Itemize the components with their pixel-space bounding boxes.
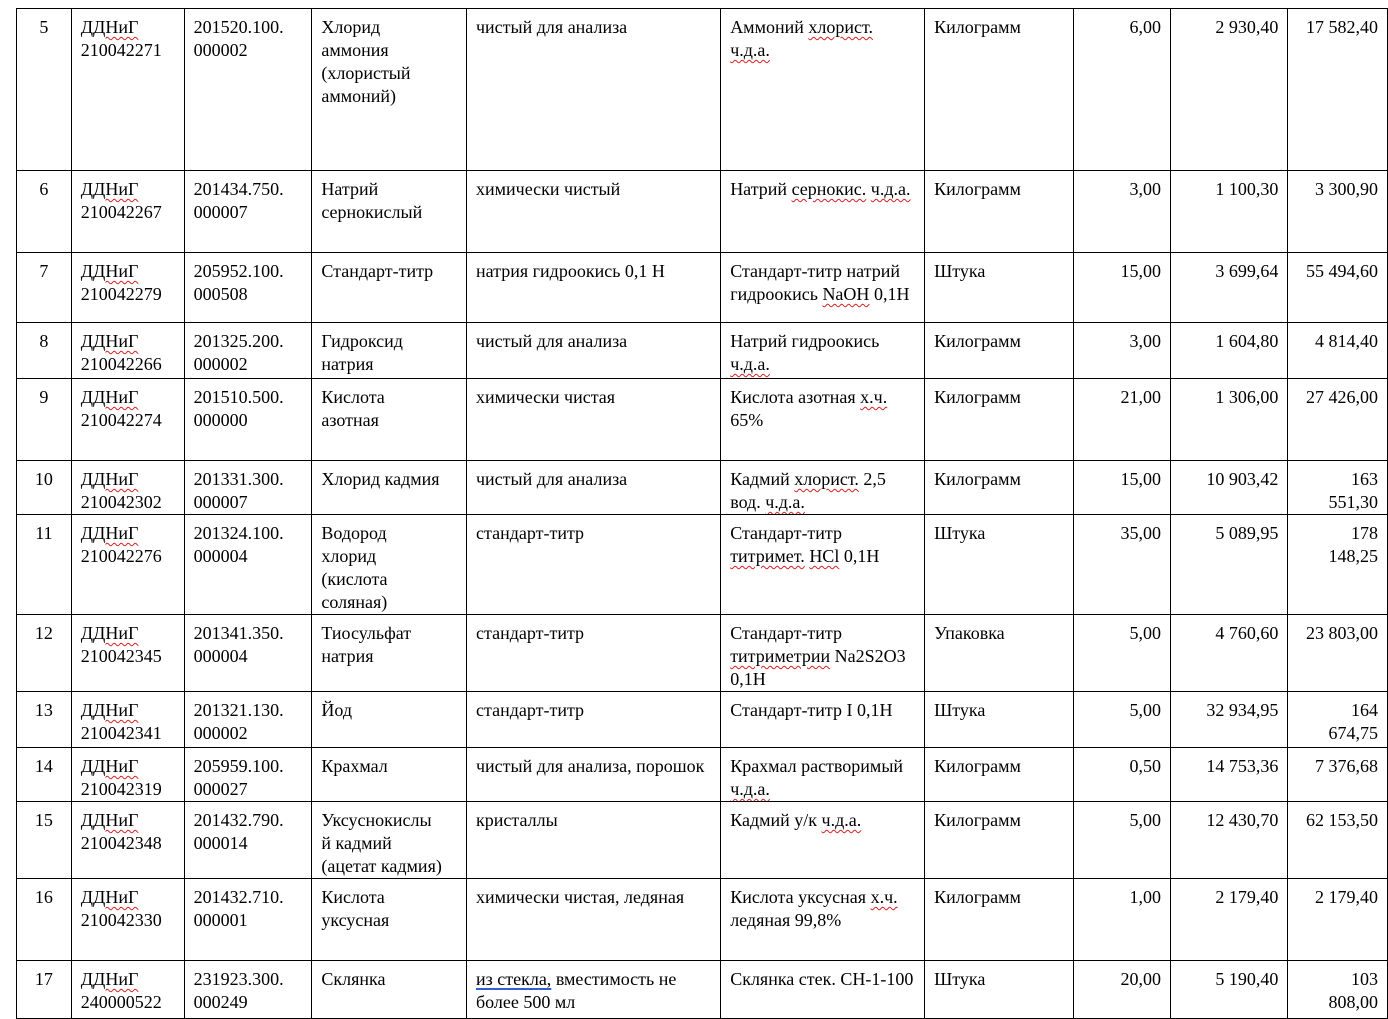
item-description: чистый для анализа, порошок — [467, 748, 721, 802]
unit: Килограмм — [925, 748, 1073, 802]
trade-name: Стандарт-титр титриметрии Na2S2O3 0,1Н — [721, 615, 925, 692]
item-description: из стекла, вместимость не более 500 мл — [467, 961, 721, 1019]
item-code: ДДНиГ 240000522 — [71, 961, 184, 1019]
table-row — [17, 748, 1388, 802]
unit: Упаковка — [925, 615, 1073, 692]
row-number: 16 — [17, 879, 72, 961]
quantity: 15,00 — [1073, 253, 1170, 323]
total-sum: 62 153,50 — [1288, 802, 1388, 879]
table-row — [17, 802, 1388, 879]
item-name: Йод — [312, 692, 467, 748]
item-description: натрия гидроокись 0,1 Н — [467, 253, 721, 323]
unit: Штука — [925, 961, 1073, 1019]
quantity: 3,00 — [1073, 323, 1170, 379]
trade-name: Кадмий хлорист. 2,5 вод. ч.д.а. — [721, 461, 925, 515]
total-sum: 178 148,25 — [1288, 515, 1388, 615]
table-row — [17, 461, 1388, 515]
unit-price: 3 699,64 — [1171, 253, 1288, 323]
trade-name: Натрий гидроокись ч.д.а. — [721, 323, 925, 379]
trade-name: Стандарт-титр натрий гидроокись NaOH 0,1Н — [721, 253, 925, 323]
trade-name: Стандарт-титр I 0,1Н — [721, 692, 925, 748]
table-body — [17, 9, 1388, 1019]
item-code: ДДНиГ 210042279 — [71, 253, 184, 323]
table-row — [17, 515, 1388, 615]
item-name: Хлорид кадмия — [312, 461, 467, 515]
item-name: Уксуснокислы й кадмий (ацетат кадмия) — [312, 802, 467, 879]
item-name: Крахмал — [312, 748, 467, 802]
total-sum: 164 674,75 — [1288, 692, 1388, 748]
trade-name: Натрий сернокис. ч.д.а. — [721, 171, 925, 253]
quantity: 20,00 — [1073, 961, 1170, 1019]
unit: Штука — [925, 253, 1073, 323]
row-number: 9 — [17, 379, 72, 461]
total-sum: 55 494,60 — [1288, 253, 1388, 323]
table-row — [17, 879, 1388, 961]
classifier-id: 205959.100. 000027 — [184, 748, 312, 802]
unit-price: 1 100,30 — [1171, 171, 1288, 253]
unit-price: 1 604,80 — [1171, 323, 1288, 379]
item-code: ДДНиГ 210042319 — [71, 748, 184, 802]
unit: Килограмм — [925, 879, 1073, 961]
classifier-id: 231923.300. 000249 — [184, 961, 312, 1019]
unit: Килограмм — [925, 802, 1073, 879]
items-table — [16, 8, 1388, 1019]
item-name: Стандарт-титр — [312, 253, 467, 323]
row-number: 6 — [17, 171, 72, 253]
item-description: стандарт-титр — [467, 515, 721, 615]
quantity: 3,00 — [1073, 171, 1170, 253]
row-number: 11 — [17, 515, 72, 615]
quantity: 1,00 — [1073, 879, 1170, 961]
table-row — [17, 171, 1388, 253]
item-description: кристаллы — [467, 802, 721, 879]
row-number: 13 — [17, 692, 72, 748]
unit-price: 1 306,00 — [1171, 379, 1288, 461]
item-description: чистый для анализа — [467, 9, 721, 171]
table-row — [17, 961, 1388, 1019]
total-sum: 163 551,30 — [1288, 461, 1388, 515]
unit-price: 2 179,40 — [1171, 879, 1288, 961]
unit: Килограмм — [925, 323, 1073, 379]
classifier-id: 201434.750. 000007 — [184, 171, 312, 253]
classifier-id: 201510.500. 000000 — [184, 379, 312, 461]
table-row — [17, 9, 1388, 171]
item-description: химически чистый — [467, 171, 721, 253]
item-code: ДДНиГ 210042266 — [71, 323, 184, 379]
trade-name: Стандарт-титр титримет. HCl 0,1Н — [721, 515, 925, 615]
table-row — [17, 615, 1388, 692]
item-code: ДДНиГ 210042348 — [71, 802, 184, 879]
trade-name: Кислота уксусная х.ч. ледяная 99,8% — [721, 879, 925, 961]
classifier-id: 201432.790. 000014 — [184, 802, 312, 879]
item-name: Кислота уксусная — [312, 879, 467, 961]
table-row — [17, 323, 1388, 379]
unit-price: 10 903,42 — [1171, 461, 1288, 515]
item-code: ДДНиГ 210042345 — [71, 615, 184, 692]
quantity: 35,00 — [1073, 515, 1170, 615]
trade-name: Крахмал растворимый ч.д.а. — [721, 748, 925, 802]
trade-name: Склянка стек. СН-1-100 — [721, 961, 925, 1019]
item-description: чистый для анализа — [467, 461, 721, 515]
unit-price: 14 753,36 — [1171, 748, 1288, 802]
total-sum: 27 426,00 — [1288, 379, 1388, 461]
total-sum: 17 582,40 — [1288, 9, 1388, 171]
unit-price: 32 934,95 — [1171, 692, 1288, 748]
row-number: 7 — [17, 253, 72, 323]
table-row — [17, 692, 1388, 748]
item-name: Водород хлорид (кислота соляная) — [312, 515, 467, 615]
item-name: Натрий сернокислый — [312, 171, 467, 253]
total-sum: 7 376,68 — [1288, 748, 1388, 802]
unit: Штука — [925, 692, 1073, 748]
table-row — [17, 253, 1388, 323]
total-sum: 103 808,00 — [1288, 961, 1388, 1019]
classifier-id: 201331.300. 000007 — [184, 461, 312, 515]
trade-name: Кадмий у/к ч.д.а. — [721, 802, 925, 879]
row-number: 8 — [17, 323, 72, 379]
unit: Килограмм — [925, 379, 1073, 461]
item-code: ДДНиГ 210042271 — [71, 9, 184, 171]
row-number: 10 — [17, 461, 72, 515]
unit: Килограмм — [925, 461, 1073, 515]
classifier-id: 201325.200. 000002 — [184, 323, 312, 379]
classifier-id: 201321.130. 000002 — [184, 692, 312, 748]
total-sum: 23 803,00 — [1288, 615, 1388, 692]
unit: Штука — [925, 515, 1073, 615]
row-number: 14 — [17, 748, 72, 802]
classifier-id: 201432.710. 000001 — [184, 879, 312, 961]
unit-price: 5 089,95 — [1171, 515, 1288, 615]
item-code: ДДНиГ 210042341 — [71, 692, 184, 748]
quantity: 5,00 — [1073, 802, 1170, 879]
item-name: Гидроксид натрия — [312, 323, 467, 379]
row-number: 5 — [17, 9, 72, 171]
quantity: 6,00 — [1073, 9, 1170, 171]
quantity: 5,00 — [1073, 692, 1170, 748]
item-description: чистый для анализа — [467, 323, 721, 379]
item-code: ДДНиГ 210042302 — [71, 461, 184, 515]
item-description: химически чистая — [467, 379, 721, 461]
quantity: 21,00 — [1073, 379, 1170, 461]
item-code: ДДНиГ 210042276 — [71, 515, 184, 615]
unit-price: 4 760,60 — [1171, 615, 1288, 692]
unit-price: 12 430,70 — [1171, 802, 1288, 879]
classifier-id: 205952.100. 000508 — [184, 253, 312, 323]
item-code: ДДНиГ 210042330 — [71, 879, 184, 961]
unit-price: 5 190,40 — [1171, 961, 1288, 1019]
total-sum: 3 300,90 — [1288, 171, 1388, 253]
quantity: 0,50 — [1073, 748, 1170, 802]
quantity: 5,00 — [1073, 615, 1170, 692]
row-number: 17 — [17, 961, 72, 1019]
quantity: 15,00 — [1073, 461, 1170, 515]
table-row — [17, 379, 1388, 461]
classifier-id: 201324.100. 000004 — [184, 515, 312, 615]
unit: Килограмм — [925, 171, 1073, 253]
trade-name: Аммоний хлорист. ч.д.а. — [721, 9, 925, 171]
unit-price: 2 930,40 — [1171, 9, 1288, 171]
trade-name: Кислота азотная х.ч. 65% — [721, 379, 925, 461]
item-name: Кислота азотная — [312, 379, 467, 461]
item-description: стандарт-титр — [467, 615, 721, 692]
item-name: Склянка — [312, 961, 467, 1019]
item-code: ДДНиГ 210042274 — [71, 379, 184, 461]
row-number: 12 — [17, 615, 72, 692]
item-description: химически чистая, ледяная — [467, 879, 721, 961]
item-name: Хлорид аммония (хлористый аммоний) — [312, 9, 467, 171]
row-number: 15 — [17, 802, 72, 879]
item-code: ДДНиГ 210042267 — [71, 171, 184, 253]
total-sum: 4 814,40 — [1288, 323, 1388, 379]
classifier-id: 201520.100. 000002 — [184, 9, 312, 171]
unit: Килограмм — [925, 9, 1073, 171]
total-sum: 2 179,40 — [1288, 879, 1388, 961]
item-description: стандарт-титр — [467, 692, 721, 748]
classifier-id: 201341.350. 000004 — [184, 615, 312, 692]
item-name: Тиосульфат натрия — [312, 615, 467, 692]
